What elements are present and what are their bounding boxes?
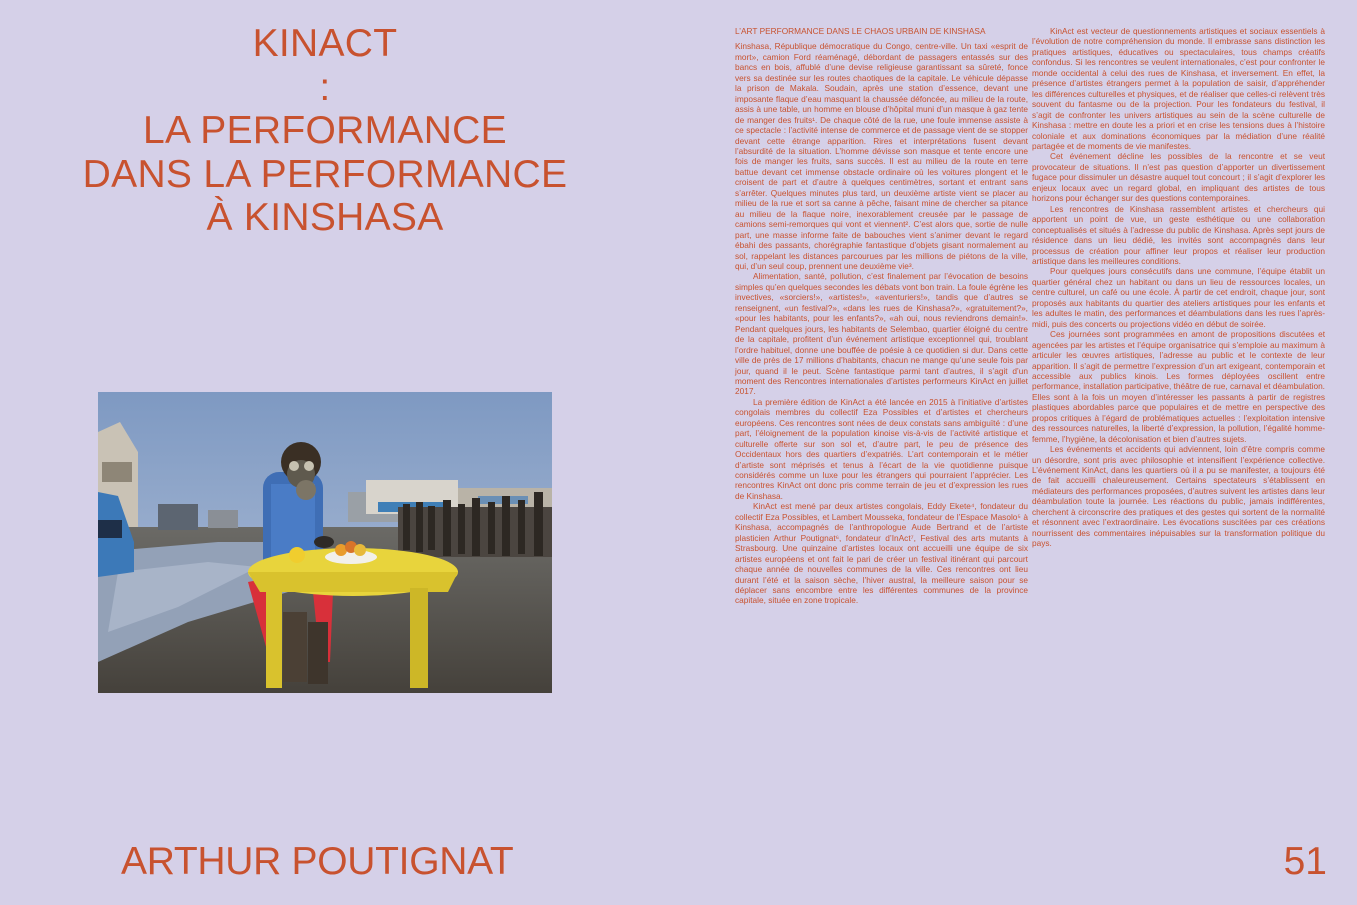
title-line: LA PERFORMANCE [143,109,507,152]
text-column-right [1032,26,1325,549]
paragraph: Alimentation, santé, pollution, c’est finalement par l’évocation de besoins simples qu’en quelques secondes les débats vont bon train. La foule égrène les invectives, «sorciers!», «artistes!», «aventuriers!», tandis que d’autres se renseignent, «un festival?», «dans les rues de Kinshasa?», «gratuitement?», «pour les habitants, pour les enfants?», «ah oui, nous reviendrons demain!». Pendant quelques jours, les habitants de Selembao, quartier éloigné du centre de la capitale, profitent d’un événement artistique exceptionnel qui, troublant l’ordre habituel, donne une bouffée de poésie à ce quotidien si dur. Dans cette ville de près de 17 millions d’habitants, chacun ne mange qu’une seule fois par jour, quand il le peut. Scène fantastique parmi tant d’autres, il s’agit d’un moment des Rencontres internationales d’artistes performeurs KinAct en juillet 2017. [735,271,1028,397]
paragraph: Les rencontres de Kinshasa rassemblent artistes et chercheurs qui apportent un point de vue, un geste esthétique ou une collaboration conceptualisés et situés à l’adresse du public de Kinshasa. Après sept jours de résidence dans un lieu dédié, les invités sont accompagnés dans leur processus de création pour affiner leur propos et réaliser leur production artistique dans les meilleures conditions. [1032,203,1325,266]
author-name: ARTHUR POUTIGNAT [121,840,514,883]
paragraph: KinAct est vecteur de questionnements artistiques et sociaux essentiels à l’évolution de notre compréhension du monde. Il embrasse sans distinction les pratiques artistiques, éducatives ou spectaculaires, tous champs créatifs confondus. Si les rencontres se veulent internationales, c’est pour confronter le monde occidental à celui des rues de Kinshasa, et inversement. En effet, la présence d’artistes étrangers permet à la population de saisir, d’appréhender les différences culturelles et physiques, et de réaliser que celles-ci relèvent très souvent du fantasme ou de la projection. Pour les fondateurs du festival, il s’agit de confronter les univers artistiques au sein de la scène culturelle de Kinshasa : mettre en doute les a priori et en crise les tensions dues à l’histoire coloniale et aux dominations économiques par la médiation d’une réalité partagée et de moments de vie manifestes. [1032,26,1325,151]
title-line: KINACT [252,22,398,65]
paragraph: KinAct est mené par deux artistes congolais, Eddy Ekete⁴, fondateur du collectif Eza Possibles, et Lambert Mousseka, fondateur de l’Espace Masolo⁵ à Kinshasa, accompagnés de l’anthropologue Aude Bertrand et de l’artiste plasticien Arthur Poutignat⁶, fondateur d’InAct⁷, Festival des arts mutants à Strasbourg. Une quinzaine d’artistes locaux ont accueilli une équipe de six artistes européens et ont fait le pari de créer un festival itinérant qui parcourt chaque année de nouvelles communes de la ville. Ces rencontres ont lieu durant l’été et la saison sèche, l’hiver austral, la meilleure saison pour se déplacer sans encombre entre les différentes communes de la province capitale, située en zone tropicale. [735,501,1028,606]
paragraph: Cet événement décline les possibles de la rencontre et se veut provocateur de situations. Il n’est pas question d’apporter un divertissement fugace pour dissimuler un désastre auquel tout concourt ; il s’agit d’explorer les enjeux locaux avec un regard global, en impliquant des artistes de tous horizons pour échanger sur des questions contemporaines. [1032,151,1325,204]
paragraph: Pour quelques jours consécutifs dans une commune, l’équipe établit un quartier général chez un habitant ou dans un lieu de ressources locales, un centre culturel, un café ou une école. À partir de cet endroit, chaque jour, sont proposés aux habitants du quartier des ateliers artistiques pour les enfants et les adultes le matin, des performances et déambulations dans les rues l’après-midi, puis des concerts ou projections vidéo en début de soirée. [1032,266,1325,329]
text-column-left [735,26,1028,606]
paragraph: La première édition de KinAct a été lancée en 2015 à l’initiative d’artistes congolais membres du collectif Eza Possibles et d’artistes et chercheurs européens. Ces rencontres sont nées de deux constats sans ambiguïté : d’une part, l’éloignement de la population kinoise vis-à-vis de l’activité artistique et culturelle offerte sur son sol et, d’autre part, le peu de présence des Occidentaux hors des quartiers d’expatriés. L’art contemporain et le métier d’artiste sont méprisés et tenus à l’écart de la vie quotidienne puisque considérés comme un luxe pour les étrangers qui pourraient l’apprécier. Les rencontres KinAct ont donc pris comme terrain de jeu et d’expression les rues de Kinshasa. [735,396,1028,501]
performance-photo [98,392,552,693]
article-title [40,22,610,240]
paragraph: Kinshasa, République démocratique du Congo, centre-ville. Un taxi «esprit de mort», camion Ford réaménagé, débordant de passagers entassés sur des bancs en bois, affublé d’une devise religieuse garantissant sa sûreté, fonce vers sa destinée sur les routes chaotiques de la capitale. Le véhicule dépasse la prison de Makala. Soudain, après une station d’essence, devant une imposante flaque d’eau masquant la chaussée défoncée, au milieu de la route, assis à une table, un homme en blouse d’hôpital muni d’un masque à gaz tente de manger des fruits¹. De chaque côté de la rue, une foule immense assiste à ce spectacle : l’activité intense de commerce et de passage vient de se stopper devant cette étrange apparition. Rires et interprétations fusent devant l’absurdité de la situation. L’homme dévisse son masque et tente encore une fois de manger les fruits, sans succès. Il est au milieu de la route en terre battue devant cet immense obstacle ordinaire où les voitures plongent et le croisent de part et d’autre à quelques centimètres, sortant et entrant sans s’arrêter. Quelques minutes plus tard, un deuxième artiste vient se placer au milieu de la rue et sort sa canne à pêche, faisant mine de chercher sa pitance au milieu de la flaque noire, inexorablement creusée par le passage de camions semi-remorques qui vont et viennent². C’est alors que, sortie de nulle part, une masse informe faite de babouches vient s’animer devant le regard ébahi des passants, chorégraphie fantastique d’objets gisant normalement au sol, rappelant les distances parcourues par les millions de piétons de la ville, qui, d’un seul coup, prennent une deuxième vie³. [735,41,1028,271]
page-number: 51 [1283,840,1327,883]
title-line: : [319,65,331,109]
section-heading: L’ART PERFORMANCE DANS LE CHAOS URBAIN DE KINSHASA [735,26,986,36]
paragraph: Les événements et accidents qui adviennent, loin d’être compris comme un désordre, sont pris avec philosophie et intensifient l’expérience collective. L’événement KinAct, dans les quartiers où il a pu se manifester, a toujours été de fait accueilli chaleureusement. Certains spectateurs s’établissent en médiateurs des performances proposées, d’autres suivent les artistes dans leur déambulation toute la journée. Les réactions du public, jamais indifférentes, cherchent à circonscrire des pratiques et des gestes qui sortent de la normalité et résonnent avec l’extraordinaire. Les évocations suscitées par ces créations nourrissent des commentaires inépuisables sur la transformation politique du pays. [1032,444,1325,549]
title-line: DANS LA PERFORMANCE [82,152,568,196]
paragraph: Ces journées sont programmées en amont de propositions discutées et agencées par les artistes et l’équipe organisatrice qui s’emploie au maximum à articuler les œuvres artistiques, l’adresse au public et le contexte de leur apparition. Il s’agit de permettre l’expression d’un art exigeant, contemporain et accessible aux publics kinois. Les formes déployées oscillent entre performance, installation participative, théâtre de rue, carnaval et déambulation. Elles sont à la fois un moyen d’intéresser les passants à partir de registres plastiques abordables parce que populaires et de mettre en perspective des propos critiques à l’égard de problématiques actuelles : l’exploitation intensive des ressources naturelles, la liberté d’expression, la pollution, l’égalité homme-femme, l’hygiène, la décolonisation et bien d’autres sujets. [1032,329,1325,444]
title-line: À KINSHASA [206,196,444,239]
